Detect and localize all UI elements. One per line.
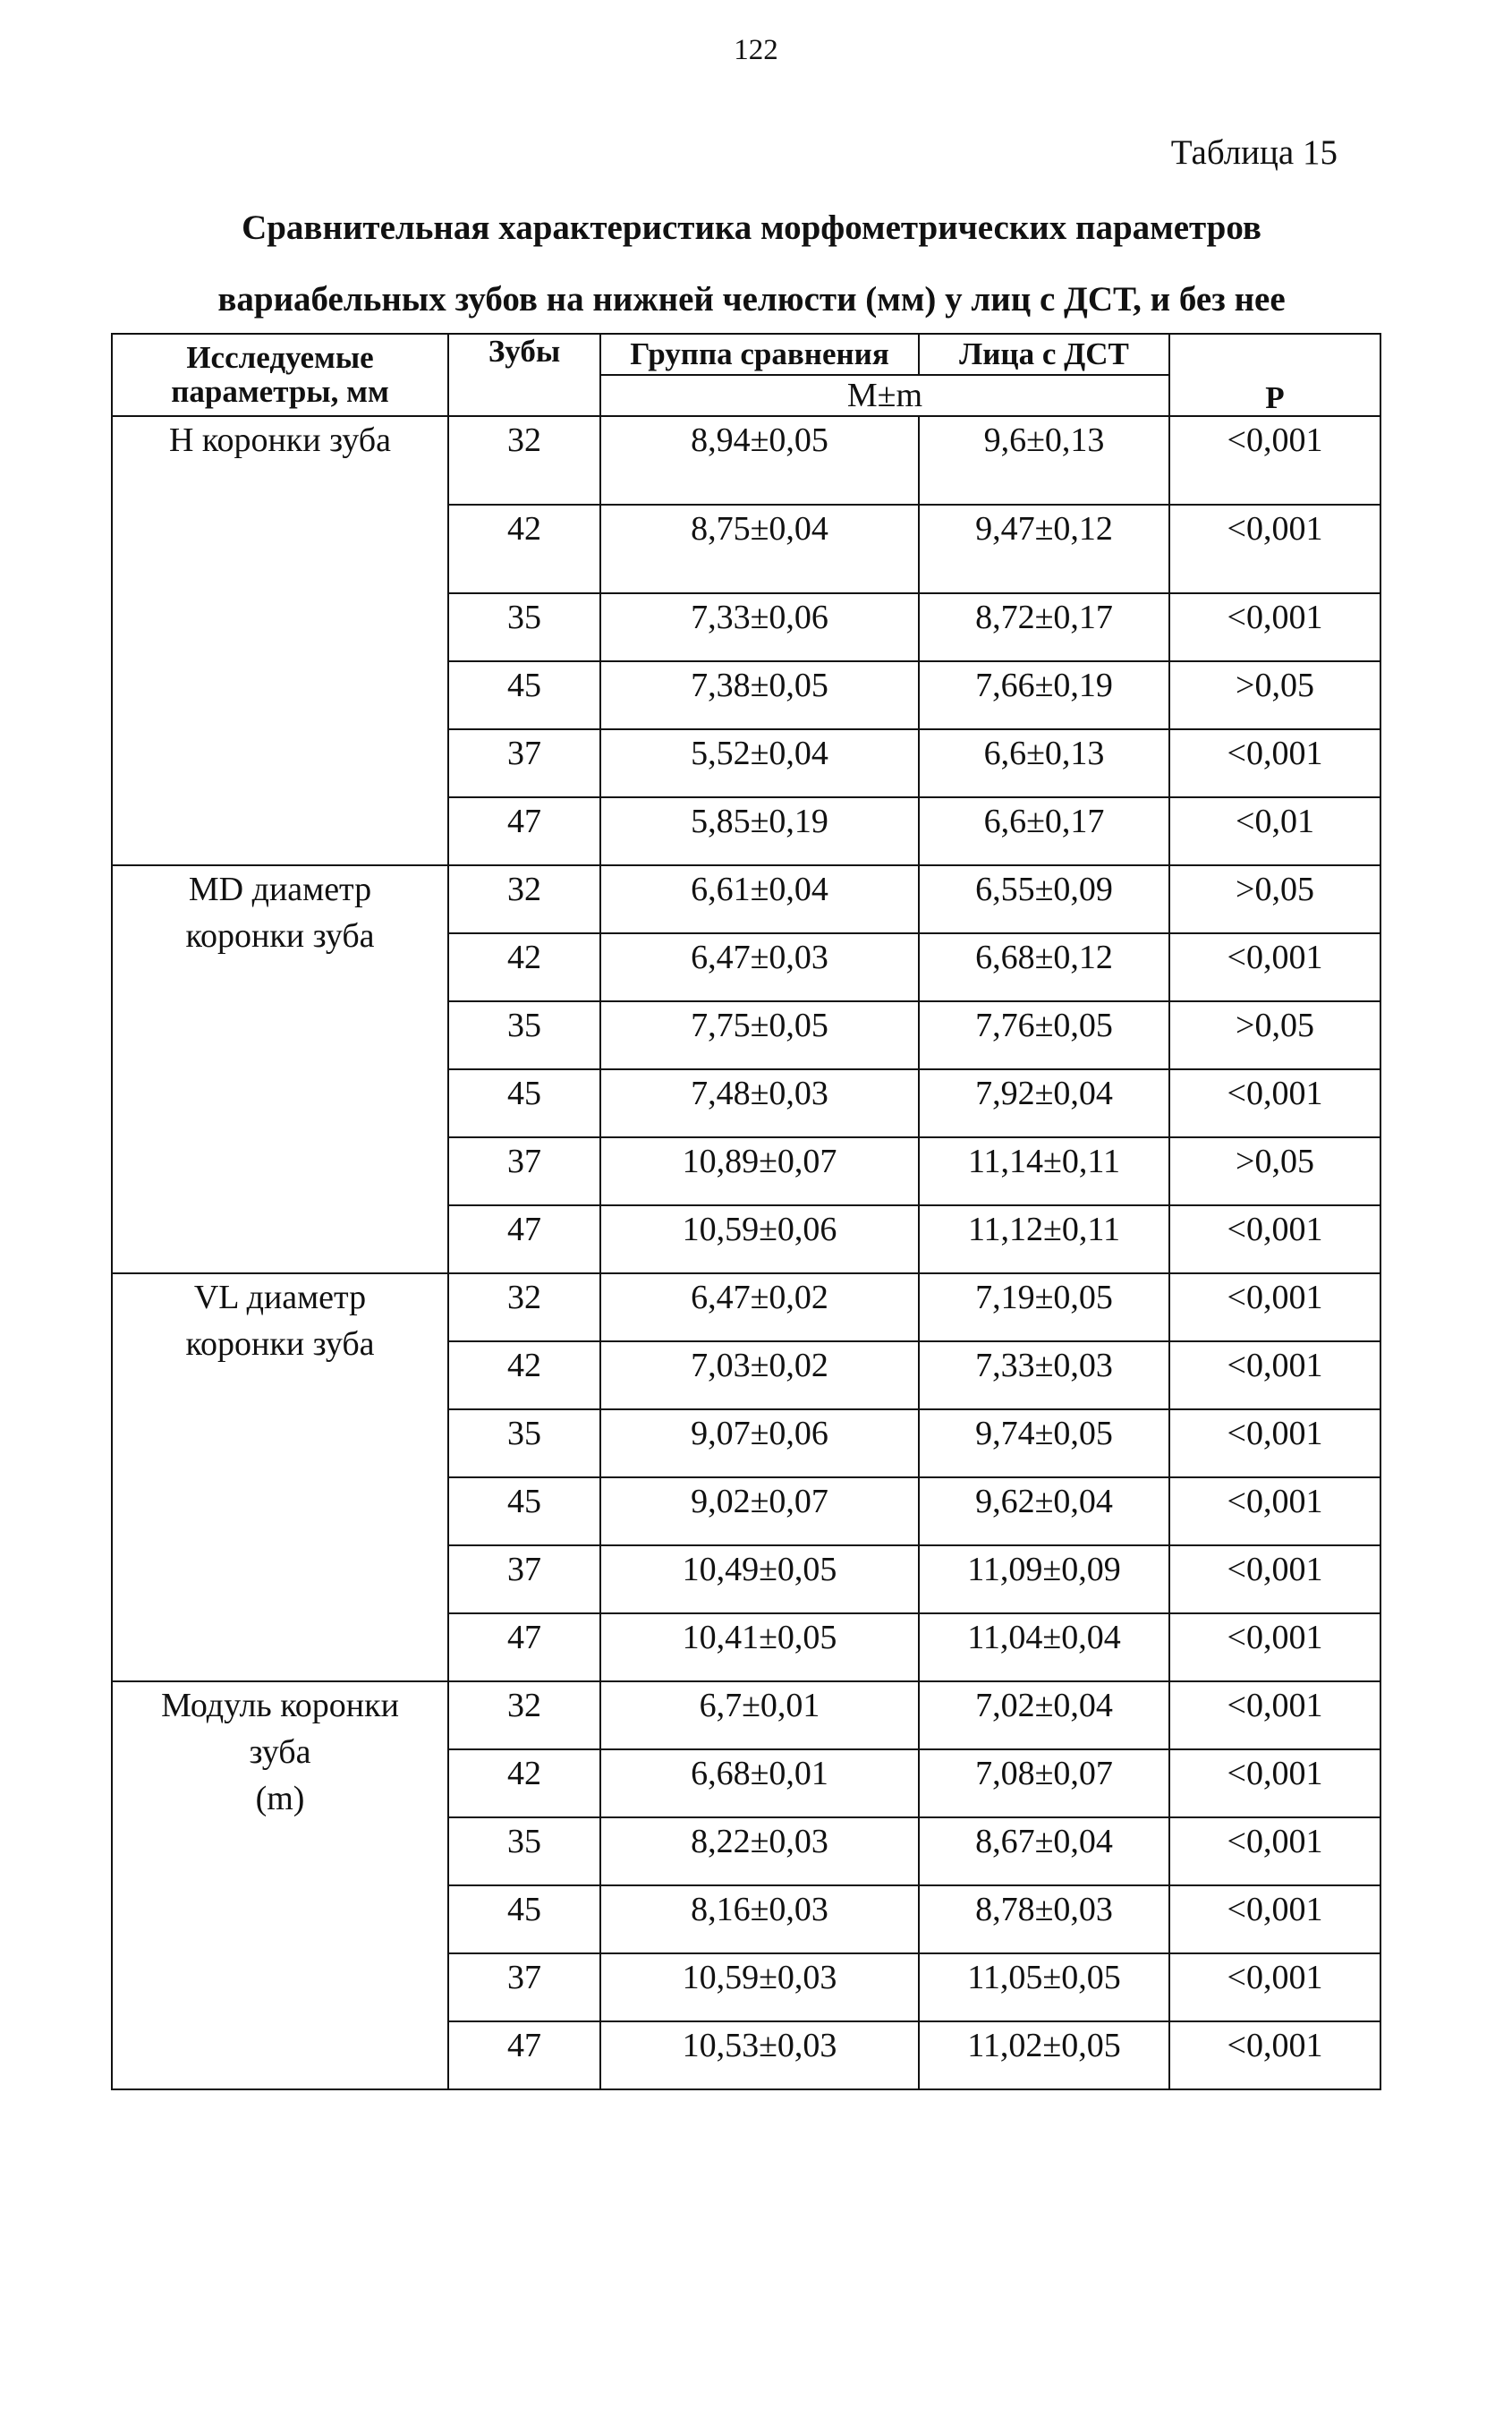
dst-value-cell: 7,33±0,03 — [919, 1341, 1169, 1409]
p-value-cell: <0,001 — [1169, 1817, 1380, 1885]
tooth-cell: 47 — [448, 1613, 600, 1681]
header-teeth: Зубы — [448, 334, 600, 416]
p-value-cell: <0,001 — [1169, 1681, 1380, 1749]
p-value-cell: >0,05 — [1169, 1137, 1380, 1205]
p-value-cell: <0,001 — [1169, 505, 1380, 593]
page-number: 122 — [734, 34, 778, 66]
compare-value-cell: 9,07±0,06 — [600, 1409, 919, 1477]
compare-value-cell: 6,47±0,03 — [600, 933, 919, 1001]
dst-value-cell: 11,02±0,05 — [919, 2021, 1169, 2089]
dst-value-cell: 11,14±0,11 — [919, 1137, 1169, 1205]
param-line: коронки зуба — [185, 917, 375, 955]
tooth-cell: 42 — [448, 505, 600, 593]
p-value-cell: <0,001 — [1169, 1953, 1380, 2021]
p-value-cell: <0,001 — [1169, 1273, 1380, 1341]
p-value-cell: <0,001 — [1169, 1613, 1380, 1681]
dst-value-cell: 6,68±0,12 — [919, 933, 1169, 1001]
dst-value-cell: 8,72±0,17 — [919, 593, 1169, 661]
p-value-cell: <0,001 — [1169, 1885, 1380, 1953]
p-value-cell: <0,01 — [1169, 797, 1380, 865]
dst-value-cell: 7,66±0,19 — [919, 661, 1169, 729]
tooth-cell: 37 — [448, 1953, 600, 2021]
dst-value-cell: 11,12±0,11 — [919, 1205, 1169, 1273]
tooth-cell: 32 — [448, 865, 600, 933]
compare-value-cell: 6,61±0,04 — [600, 865, 919, 933]
tooth-cell: 37 — [448, 729, 600, 797]
tooth-cell: 42 — [448, 1341, 600, 1409]
p-value-cell: <0,001 — [1169, 1409, 1380, 1477]
compare-value-cell: 5,52±0,04 — [600, 729, 919, 797]
tooth-cell: 37 — [448, 1137, 600, 1205]
header-p: Р — [1169, 334, 1380, 416]
table-title — [107, 192, 1396, 336]
dst-value-cell: 9,6±0,13 — [919, 416, 1169, 505]
p-value-cell: >0,05 — [1169, 865, 1380, 933]
table-row — [112, 865, 1380, 933]
compare-value-cell: 8,22±0,03 — [600, 1817, 919, 1885]
title-line-2: вариабельных зубов на нижней челюсти (мм) у лиц с ДСТ, и без нее — [217, 280, 1286, 319]
compare-value-cell: 7,03±0,02 — [600, 1341, 919, 1409]
tooth-cell: 42 — [448, 933, 600, 1001]
morphometry-table — [111, 333, 1381, 2090]
header-param — [112, 334, 448, 416]
param-line: коронки зуба — [185, 1325, 375, 1363]
header-group-dst: Лица с ДСТ — [919, 334, 1169, 375]
tooth-cell: 45 — [448, 1885, 600, 1953]
param-line: VL диаметр — [193, 1279, 367, 1316]
tooth-cell: 47 — [448, 797, 600, 865]
dst-value-cell: 7,76±0,05 — [919, 1001, 1169, 1069]
p-value-cell: <0,001 — [1169, 1749, 1380, 1817]
table-label: Таблица 15 — [1170, 133, 1338, 172]
p-value-cell: >0,05 — [1169, 661, 1380, 729]
tooth-cell: 32 — [448, 1273, 600, 1341]
compare-value-cell: 7,48±0,03 — [600, 1069, 919, 1137]
p-value-cell: <0,001 — [1169, 1069, 1380, 1137]
compare-value-cell: 7,38±0,05 — [600, 661, 919, 729]
tooth-cell: 47 — [448, 2021, 600, 2089]
tooth-cell: 35 — [448, 1817, 600, 1885]
header-param-line-1: Исследуемые — [186, 340, 374, 375]
dst-value-cell: 11,04±0,04 — [919, 1613, 1169, 1681]
table-body — [112, 416, 1380, 2089]
compare-value-cell: 8,75±0,04 — [600, 505, 919, 593]
header-param-line-2: параметры, мм — [171, 374, 389, 409]
table-row — [112, 416, 1380, 505]
p-value-cell: <0,001 — [1169, 1341, 1380, 1409]
tooth-cell: 47 — [448, 1205, 600, 1273]
header-mean: М±m — [600, 375, 1169, 416]
param-line: Модуль коронки — [161, 1687, 399, 1724]
compare-value-cell: 5,85±0,19 — [600, 797, 919, 865]
param-cell — [112, 416, 448, 865]
param-line: зуба — [249, 1733, 311, 1771]
dst-value-cell: 11,05±0,05 — [919, 1953, 1169, 2021]
tooth-cell: 45 — [448, 661, 600, 729]
compare-value-cell: 7,33±0,06 — [600, 593, 919, 661]
dst-value-cell: 6,55±0,09 — [919, 865, 1169, 933]
header-group-compare: Группа сравнения — [600, 334, 919, 375]
param-cell — [112, 865, 448, 1273]
dst-value-cell: 7,19±0,05 — [919, 1273, 1169, 1341]
compare-value-cell: 10,89±0,07 — [600, 1137, 919, 1205]
compare-value-cell: 6,47±0,02 — [600, 1273, 919, 1341]
tooth-cell: 45 — [448, 1477, 600, 1545]
table-row — [112, 1273, 1380, 1341]
compare-value-cell: 8,94±0,05 — [600, 416, 919, 505]
p-value-cell: <0,001 — [1169, 1205, 1380, 1273]
dst-value-cell: 7,92±0,04 — [919, 1069, 1169, 1137]
compare-value-cell: 10,59±0,06 — [600, 1205, 919, 1273]
dst-value-cell: 6,6±0,17 — [919, 797, 1169, 865]
param-line: Н коронки зуба — [168, 421, 392, 459]
dst-value-cell: 7,08±0,07 — [919, 1749, 1169, 1817]
param-cell — [112, 1273, 448, 1681]
compare-value-cell: 8,16±0,03 — [600, 1885, 919, 1953]
tooth-cell: 42 — [448, 1749, 600, 1817]
p-value-cell: <0,001 — [1169, 1477, 1380, 1545]
compare-value-cell: 10,49±0,05 — [600, 1545, 919, 1613]
dst-value-cell: 8,78±0,03 — [919, 1885, 1169, 1953]
dst-value-cell: 9,74±0,05 — [919, 1409, 1169, 1477]
param-line: (m) — [255, 1780, 305, 1817]
dst-value-cell: 9,62±0,04 — [919, 1477, 1169, 1545]
p-value-cell: <0,001 — [1169, 1545, 1380, 1613]
p-value-cell: <0,001 — [1169, 416, 1380, 505]
compare-value-cell: 6,68±0,01 — [600, 1749, 919, 1817]
compare-value-cell: 9,02±0,07 — [600, 1477, 919, 1545]
dst-value-cell: 7,02±0,04 — [919, 1681, 1169, 1749]
param-line: MD диаметр — [188, 871, 372, 908]
tooth-cell: 32 — [448, 1681, 600, 1749]
dst-value-cell: 6,6±0,13 — [919, 729, 1169, 797]
tooth-cell: 45 — [448, 1069, 600, 1137]
dst-value-cell: 11,09±0,09 — [919, 1545, 1169, 1613]
compare-value-cell: 10,53±0,03 — [600, 2021, 919, 2089]
tooth-cell: 37 — [448, 1545, 600, 1613]
p-value-cell: <0,001 — [1169, 593, 1380, 661]
compare-value-cell: 6,7±0,01 — [600, 1681, 919, 1749]
param-cell — [112, 1681, 448, 2089]
compare-value-cell: 10,41±0,05 — [600, 1613, 919, 1681]
dst-value-cell: 9,47±0,12 — [919, 505, 1169, 593]
tooth-cell: 32 — [448, 416, 600, 505]
title-line-1: Сравнительная характеристика морфометрических параметров — [242, 208, 1261, 247]
tooth-cell: 35 — [448, 1001, 600, 1069]
compare-value-cell: 10,59±0,03 — [600, 1953, 919, 2021]
p-value-cell: <0,001 — [1169, 933, 1380, 1001]
compare-value-cell: 7,75±0,05 — [600, 1001, 919, 1069]
tooth-cell: 35 — [448, 593, 600, 661]
p-value-cell: >0,05 — [1169, 1001, 1380, 1069]
tooth-cell: 35 — [448, 1409, 600, 1477]
table-row — [112, 1681, 1380, 1749]
p-value-cell: <0,001 — [1169, 729, 1380, 797]
dst-value-cell: 8,67±0,04 — [919, 1817, 1169, 1885]
p-value-cell: <0,001 — [1169, 2021, 1380, 2089]
